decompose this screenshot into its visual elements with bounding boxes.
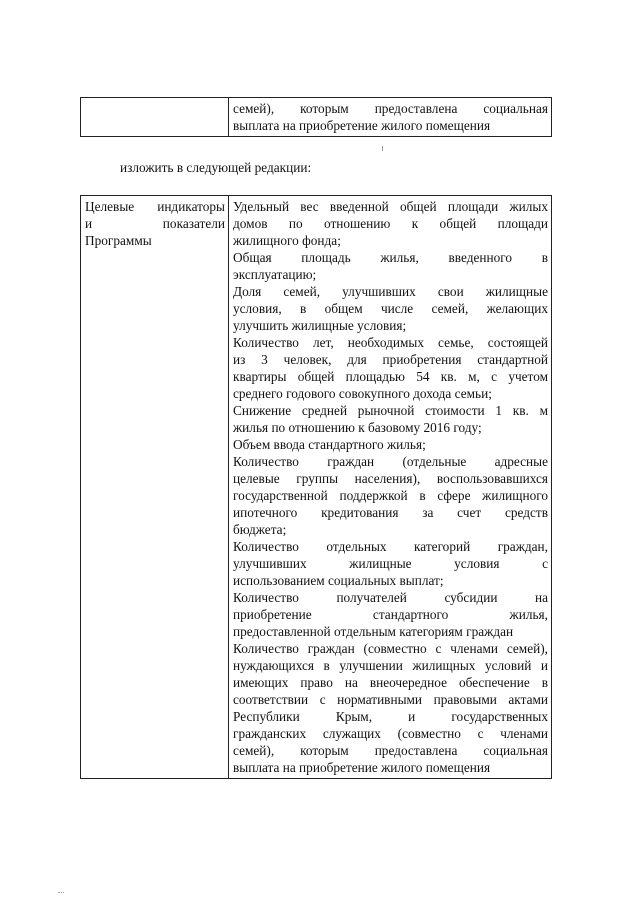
table-row <box>81 98 552 137</box>
cell-text-line: улучшить жилищные условия; <box>233 318 407 333</box>
table-cell-label <box>81 196 229 779</box>
cell-text-line: эксплуатацию; <box>233 267 317 282</box>
cell-text-line: Общая площадь жилья, введенного в <box>233 250 548 265</box>
cell-text-line: государственной поддержкой в сфере жилищного <box>233 488 548 503</box>
cell-text-line: выплата на приобретение жилого помещения <box>233 760 491 775</box>
cell-text-line: Доля семей, улучшивших свои жилищные <box>233 284 548 299</box>
cell-text-line: использованием социальных выплат; <box>233 573 444 588</box>
table-fragment-top <box>80 97 552 137</box>
cell-text-line: выплата на приобретение жилого помещения <box>233 118 491 133</box>
cell-text-line: соответствии с нормативными правовыми актами <box>233 692 548 707</box>
cell-text-line: Объем ввода стандартного жилья; <box>233 437 426 452</box>
intro-paragraph: изложить в следующей редакции: <box>120 160 312 175</box>
cell-text-line: из 3 человек, для приобретения стандартной <box>233 352 548 367</box>
cell-text-line: Количество отдельных категорий граждан, <box>233 539 548 554</box>
cell-text-line: приобретение стандартного жилья, <box>233 607 548 622</box>
cell-text-line: Количество получателей субсидии на <box>233 590 548 605</box>
table-indicators <box>80 195 552 779</box>
cell-text-line: Количество граждан (отдельные адресные <box>233 454 548 469</box>
cell-text-line: квартиры общей площадью 54 кв. м, с учетом <box>233 369 548 384</box>
scan-mark <box>382 146 383 151</box>
cell-text-line: Республики Крым, и государственных <box>233 709 548 724</box>
cell-text-line: Снижение средней рыночной стоимости 1 кв. м <box>233 403 548 418</box>
cell-text-line: бюджета; <box>233 522 287 537</box>
cell-text-line: нуждающихся в улучшении жилищных условий и <box>233 658 548 673</box>
cell-text-line: Удельный вес введенной общей площади жилых <box>233 199 548 214</box>
cell-text-line: семей), которым предоставлена социальная <box>233 743 548 758</box>
cell-text-line: ипотечного кредитования за счет средств <box>233 505 548 520</box>
cell-text-line: Количество граждан (совместно с членами семей), <box>233 641 548 656</box>
cell-text-line: Целевые индикаторы <box>85 199 225 214</box>
cell-text-line: жилищного фонда; <box>233 233 341 248</box>
cell-text-line: предоставленной отдельным категориям граждан <box>233 624 514 639</box>
table-cell-right <box>229 98 552 137</box>
table-cell-content <box>229 196 552 779</box>
cell-text-line: жилья по отношению к базовому 2016 году; <box>233 420 482 435</box>
scan-artifact <box>58 892 64 896</box>
cell-text-line: имеющих право на внеочередное обеспечение в <box>233 675 548 690</box>
cell-text-line: Количество лет, необходимых семье, состоящей <box>233 335 548 350</box>
table-row <box>81 196 552 779</box>
cell-text-line: домов по отношению к общей площади <box>233 216 548 231</box>
cell-text-line: семей), которым предоставлена социальная <box>233 101 548 116</box>
cell-text-line: гражданских служащих (совместно с членами <box>233 726 548 741</box>
cell-text-line: условия, в общем числе семей, желающих <box>233 301 548 316</box>
cell-text-line: целевые группы населения), воспользовавшихся <box>233 471 548 486</box>
cell-text-line: и показатели <box>85 216 225 231</box>
cell-text-line: Программы <box>85 233 152 248</box>
table-cell-left-empty <box>81 98 229 137</box>
cell-text-line: среднего годового совокупного дохода семьи; <box>233 386 492 401</box>
cell-text-line: улучшивших жилищные условия с <box>233 556 548 571</box>
